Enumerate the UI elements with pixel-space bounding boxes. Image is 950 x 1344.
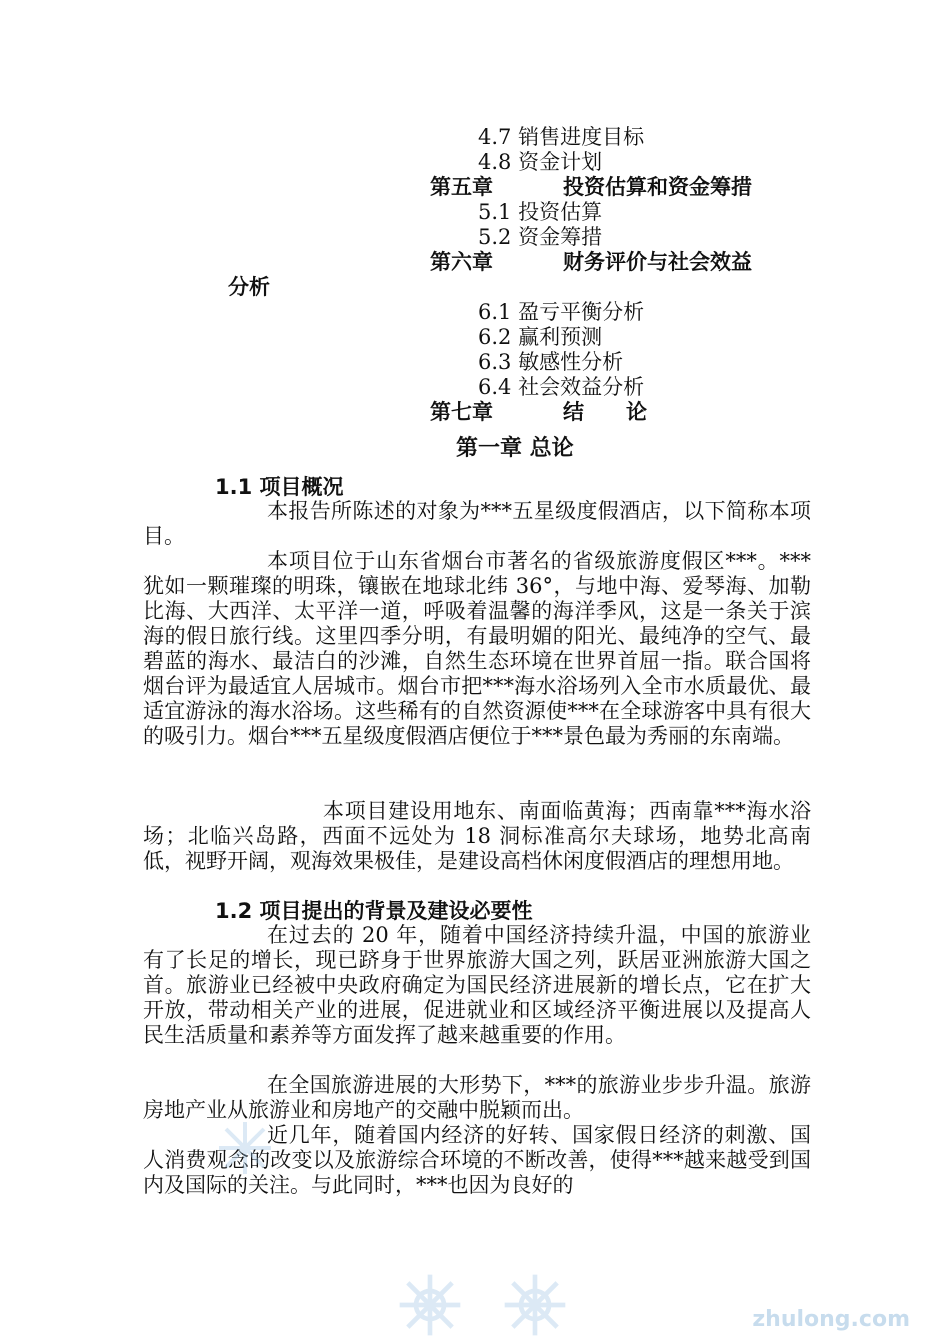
section-heading-1-1: 1.1 项目概况: [215, 475, 344, 499]
toc-chapter-label: 第六章: [430, 250, 493, 274]
paragraph-background: 在过去的 20 年，随着中国经济持续升温，中国的旅游业有了长足的增长，现已跻身于世界旅游大国之列，跃居亚洲旅游大国之首。旅游业已经被中央政府确定为国民经济进展新的增长点，它在扩大开放，带动相关产业的进展，促进就业和区域经济平衡进展以及提高人民生活质量和素养等方面发挥了越来越重要的作用。: [143, 923, 811, 1047]
toc-chapter-6-continuation: 分析: [228, 275, 270, 299]
toc-item-5-1: 5.1 投资估算: [478, 200, 603, 224]
toc-chapter-5: [430, 175, 752, 199]
paragraph-location: 本项目位于山东省烟台市著名的省级旅游度假区***。***犹如一颗璀璨的明珠，镶嵌在地球北纬 36°，与地中海、爱琴海、加勒比海、大西洋、太平洋一道，呼吸着温馨的海洋季风，这是一条关于滨海的假日旅行线。这里四季分明，有最明媚的阳光、最纯净的空气、最碧蓝的海水、最洁白的沙滩，自然生态环境在世界首屈一指。联合国将烟台评为最适宜人居城市。烟台市把***海水浴场列入全市水质最优、最适宜游泳的海水浴场。这些稀有的自然资源使***在全球游客中具有很大的吸引力。烟台***五星级度假酒店便位于***景色最为秀丽的东南端。: [143, 549, 811, 748]
paragraph-overview: 本报告所陈述的对象为***五星级度假酒店，以下简称本项目。: [143, 499, 811, 548]
toc-item-4-7: 4.7 销售进度目标: [478, 125, 645, 149]
snowflake-watermark-icon: [215, 1118, 275, 1178]
toc-chapter-title: 财务评价与社会效益: [563, 250, 752, 274]
toc-item-5-2: 5.2 资金筹措: [478, 225, 603, 249]
toc-item-4-8: 4.8 资金计划: [478, 150, 603, 174]
toc-chapter-7: [430, 400, 647, 424]
toc-item-6-1: 6.1 盈亏平衡分析: [478, 300, 645, 324]
toc-item-6-2: 6.2 赢利预测: [478, 325, 603, 349]
toc-chapter-title: 投资估算和资金筹措: [563, 175, 752, 199]
toc-chapter-6: [430, 250, 752, 274]
paragraph-recent: 近几年，随着国内经济的好转、国家假日经济的刺激、国人消费观念的改变以及旅游综合环境的不断改善，使得***越来越受到国内及国际的关注。与此同时，***也因为良好的: [143, 1123, 811, 1197]
snowflake-watermark-icon: [500, 1270, 570, 1340]
toc-chapter-label: 第七章: [430, 400, 493, 424]
chapter-title: 第一章 总论: [456, 436, 574, 461]
toc-chapter-title: 结 论: [563, 400, 647, 424]
paragraph-site: 本项目建设用地东、南面临黄海；西南靠***海水浴场；北临兴岛路，西面不远处为 18 洞标准高尔夫球场，地势北高南低，视野开阔，观海效果极佳，是建设高档休闲度假酒店的理想用地。: [143, 799, 811, 873]
watermark-text: zhulong.com: [752, 1307, 910, 1332]
paragraph-trend: 在全国旅游进展的大形势下，***的旅游业步步升温。旅游房地产业从旅游业和房地产的交融中脱颖而出。: [143, 1073, 811, 1122]
toc-item-6-3: 6.3 敏感性分析: [478, 350, 624, 374]
toc-chapter-label: 第五章: [430, 175, 493, 199]
toc-item-6-4: 6.4 社会效益分析: [478, 375, 645, 399]
snowflake-watermark-icon: [395, 1270, 465, 1340]
section-heading-1-2: 1.2 项目提出的背景及建设必要性: [215, 899, 533, 923]
